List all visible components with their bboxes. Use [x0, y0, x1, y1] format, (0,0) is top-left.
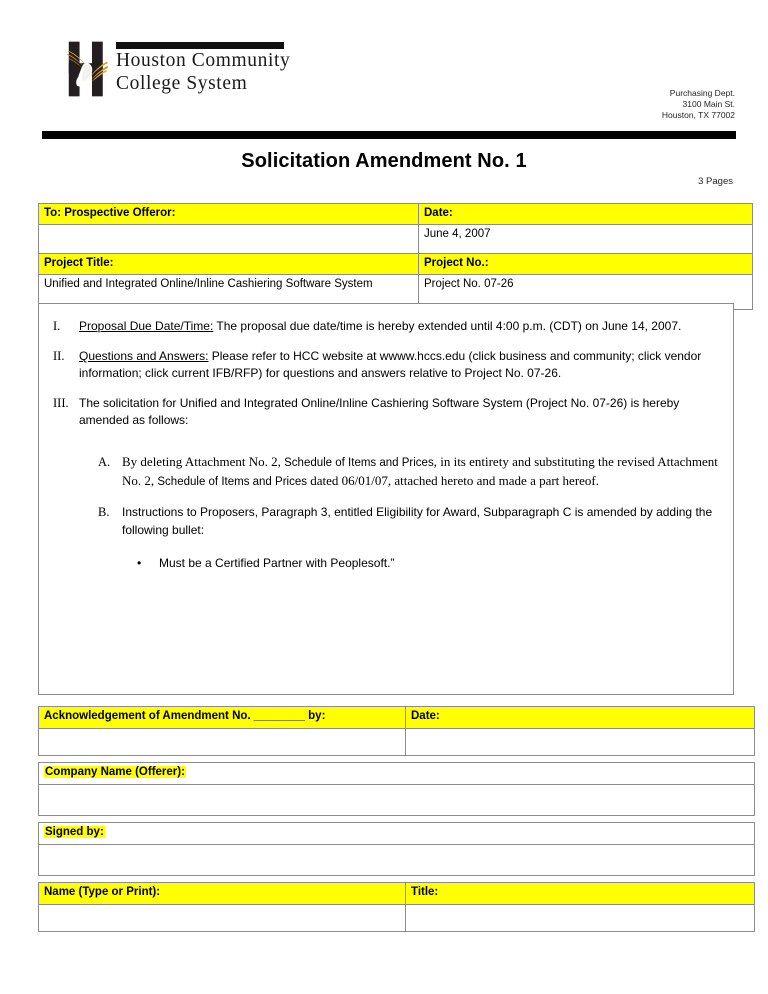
- item-1-text: [79, 318, 719, 335]
- company-value-cell[interactable]: [39, 785, 755, 816]
- sub-a-part-1: By deleting Attachment No. 2,: [122, 454, 285, 469]
- item-1-body: The proposal due date/time is hereby extended until 4:00 p.m. (CDT) on June 14, 2007.: [213, 319, 682, 333]
- ack-value-cell[interactable]: [39, 729, 406, 756]
- name-label-cell: Name (Type or Print):: [39, 883, 406, 905]
- item-3-number: III.: [53, 396, 69, 410]
- page-title: Solicitation Amendment No. 1: [241, 150, 527, 172]
- project-title-value-cell[interactable]: Unified and Integrated Online/Inline Cashiering Software System: [39, 275, 419, 310]
- amendment-body-box: [38, 303, 734, 695]
- ack-date-label-cell: Date:: [406, 707, 755, 729]
- logo-rule: [116, 42, 284, 49]
- amendment-item-3: [53, 395, 719, 429]
- bullet-text: Must be a Certified Partner with Peoplesoft.”: [159, 556, 395, 570]
- amendment-bullet: [137, 555, 719, 572]
- project-no-value-cell[interactable]: Project No. 07-26: [419, 275, 753, 310]
- item-2-number: II.: [53, 349, 65, 363]
- bullet-glyph-icon: •: [137, 556, 142, 570]
- table-spacer-row: [39, 756, 755, 763]
- acknowledgement-table: [38, 706, 755, 932]
- company-label-cell: [39, 763, 755, 785]
- table-spacer-row: [39, 876, 755, 883]
- item-2-text: [79, 348, 719, 382]
- spacer-cell: [39, 816, 755, 823]
- table-row: [39, 905, 755, 932]
- to-label-cell: To: Prospective Offeror:: [39, 204, 419, 225]
- table-row: [39, 785, 755, 816]
- amendment-item-1: [53, 318, 719, 335]
- amendment-sub-a: [98, 453, 719, 491]
- sub-a-letter: A.: [98, 455, 111, 469]
- date-value-cell[interactable]: June 4, 2007: [419, 225, 753, 254]
- item-2-heading: Questions and Answers:: [79, 349, 209, 363]
- sub-b-text: Instructions to Proposers, Paragraph 3, entitled Eligibility for Award, Subparagraph C is amended by adding the following bullet:: [122, 505, 713, 537]
- address-line-3: Houston, TX 77002: [661, 110, 735, 120]
- solicitation-info-table: [38, 203, 753, 310]
- item-2-body: Please refer to HCC website at wwww.hccs.edu (click business and community; click vendor information; click current IFB/RFP) for questions and answers relative to Project No. 07-26.: [79, 349, 702, 380]
- sub-a-text: [122, 453, 719, 491]
- table-row: [39, 204, 753, 225]
- page-count-note: 3 Pages: [698, 176, 733, 187]
- project-no-label-cell: Project No.:: [419, 254, 753, 275]
- table-row: [39, 729, 755, 756]
- project-title-label-cell: Project Title:: [39, 254, 419, 275]
- table-row: [39, 763, 755, 785]
- date-label-cell: Date:: [419, 204, 753, 225]
- table-spacer-row: [39, 816, 755, 823]
- title-value-cell[interactable]: [406, 905, 755, 932]
- logo-wordmark: [116, 49, 290, 95]
- sub-a-emphasis-1: Schedule of Items and Prices: [284, 457, 434, 469]
- address-line-1: Purchasing Dept.: [669, 88, 735, 98]
- amendment-sub-b: [98, 503, 719, 539]
- signed-by-label: Signed by:: [45, 826, 104, 838]
- address-line-2: 3100 Main St.: [682, 99, 735, 109]
- sub-a-part-2: , in its entirety and substituting the revised Attachment No. 2,: [122, 454, 718, 488]
- signed-label-cell: [39, 823, 755, 845]
- table-row: [39, 225, 753, 254]
- table-row: [39, 883, 755, 905]
- sub-b-letter: B.: [98, 505, 110, 519]
- item-1-heading: Proposal Due Date/Time:: [79, 319, 214, 333]
- spacer-cell: [39, 756, 755, 763]
- company-label: Company Name (Offerer):: [45, 766, 185, 778]
- ack-label-cell: Acknowledgement of Amendment No. ________ by:: [39, 707, 406, 729]
- document-header: [0, 0, 768, 130]
- table-row: [39, 823, 755, 845]
- name-value-cell[interactable]: [39, 905, 406, 932]
- table-row: [39, 845, 755, 876]
- logo-line-1: Houston Community: [116, 50, 291, 71]
- hcc-eagle-logo-icon: [66, 40, 108, 98]
- table-row: [39, 707, 755, 729]
- table-row: [39, 254, 753, 275]
- amendment-body: [39, 304, 733, 572]
- ack-date-value-cell[interactable]: [406, 729, 755, 756]
- sub-a-part-3: dated 06/01/07, attached hereto and made a part hereof.: [306, 473, 599, 488]
- logo-line-2: College System: [116, 73, 248, 94]
- sub-a-emphasis-2: Schedule of Items and Prices: [157, 476, 307, 488]
- item-1-number: I.: [53, 319, 61, 333]
- item-3-text: The solicitation for Unified and Integrated Online/Inline Cashiering Software System (Project No. 07-26) is hereby amended as follows:: [79, 396, 680, 427]
- amendment-item-2: [53, 348, 719, 382]
- hcc-logo: [66, 38, 296, 103]
- to-value-cell[interactable]: [39, 225, 419, 254]
- title-label-cell: Title:: [406, 883, 755, 905]
- purchasing-address: [662, 88, 735, 121]
- signed-value-cell[interactable]: [39, 845, 755, 876]
- header-divider: [42, 131, 736, 139]
- spacer-cell: [39, 876, 755, 883]
